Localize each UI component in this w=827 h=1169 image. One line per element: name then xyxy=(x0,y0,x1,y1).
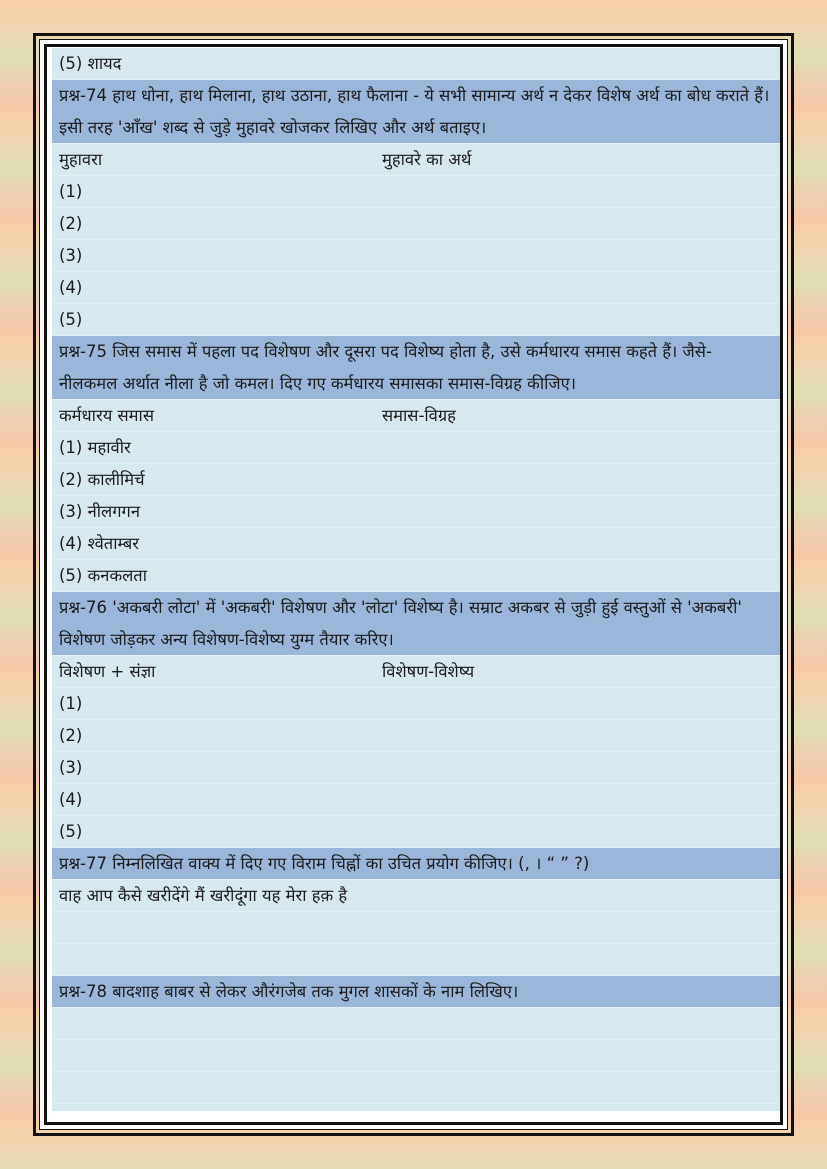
q74-col2-header: मुहावरे का अर्थ xyxy=(382,150,472,169)
q74-answer-row[interactable]: (4) xyxy=(52,272,780,304)
question-76: प्रश्न-76 'अकबरी लोटा' में 'अकबरी' विशेषण और 'लोटा' विशेष्य है। सम्राट अकबर से जुड़ी हुई वस्तुओं से 'अकबरी' विशेषण जोड़कर अन्य विशेषण-विशेष्य युग्म तैयार करिए। xyxy=(52,592,780,656)
q77-answer-space[interactable] xyxy=(52,944,780,976)
q78-answer-space[interactable] xyxy=(52,1008,780,1040)
q76-answer-row[interactable]: (4) xyxy=(52,784,780,816)
question-75: प्रश्न-75 जिस समास में पहला पद विशेषण और दूसरा पद विशेष्य होता है, उसे कर्मधारय समास कहते हैं। जैसे- नीलकमल अर्थात नीला है जो कमल। दिए गए कर्मधारय समासका समास-विग्रह कीजिए। xyxy=(52,336,780,400)
q74-header-row xyxy=(52,144,780,176)
question-78: प्रश्न-78 बादशाह बाबर से लेकर औरंगजेब तक मुगल शासकों के नाम लिखिए। xyxy=(52,976,780,1008)
q74-col1-header: मुहावरा xyxy=(59,150,103,169)
worksheet-content xyxy=(52,48,780,1111)
q75-answer-row[interactable]: (3) नीलगगन xyxy=(52,496,780,528)
q78-answer-space[interactable] xyxy=(52,1104,780,1136)
q74-answer-row[interactable]: (1) xyxy=(52,176,780,208)
q76-answer-row[interactable]: (2) xyxy=(52,720,780,752)
q76-answer-row[interactable]: (1) xyxy=(52,688,780,720)
q75-col1-header: कर्मधारय समास xyxy=(59,406,154,425)
q75-answer-row[interactable]: (5) कनकलता xyxy=(52,560,780,592)
q73-answer-option: (5) शायद xyxy=(52,48,780,80)
q77-answer-space[interactable] xyxy=(52,912,780,944)
q75-answer-row[interactable]: (1) महावीर xyxy=(52,432,780,464)
q74-answer-row[interactable]: (3) xyxy=(52,240,780,272)
q78-answer-space[interactable] xyxy=(52,1072,780,1104)
q74-answer-row[interactable]: (5) xyxy=(52,304,780,336)
q76-col2-header: विशेषण-विशेष्य xyxy=(382,662,475,681)
q76-answer-row[interactable]: (3) xyxy=(52,752,780,784)
q76-header-row xyxy=(52,656,780,688)
q75-answer-row[interactable]: (4) श्वेताम्बर xyxy=(52,528,780,560)
question-77: प्रश्न-77 निम्नलिखित वाक्य में दिए गए विराम चिह्नों का उचित प्रयोग कीजिए। (, । “ ” ?) xyxy=(52,848,780,880)
q75-header-row xyxy=(52,400,780,432)
q75-col2-header: समास-विग्रह xyxy=(382,406,456,425)
q78-answer-space[interactable] xyxy=(52,1040,780,1072)
question-74: प्रश्न-74 हाथ धोना, हाथ मिलाना, हाथ उठाना, हाथ फैलाना - ये सभी सामान्य अर्थ न देकर विशेष अर्थ का बोध कराते हैं। इसी तरह 'आँख' शब्द से जुड़े मुहावरे खोजकर लिखिए और अर्थ बताइए। xyxy=(52,80,780,144)
q74-answer-row[interactable]: (2) xyxy=(52,208,780,240)
q76-answer-row[interactable]: (5) xyxy=(52,816,780,848)
q76-col1-header: विशेषण + संज्ञा xyxy=(59,662,156,681)
q77-sentence: वाह आप कैसे खरीदेंगे मैं खरीदूंगा यह मेरा हक़ है xyxy=(52,880,780,912)
q75-answer-row[interactable]: (2) कालीमिर्च xyxy=(52,464,780,496)
